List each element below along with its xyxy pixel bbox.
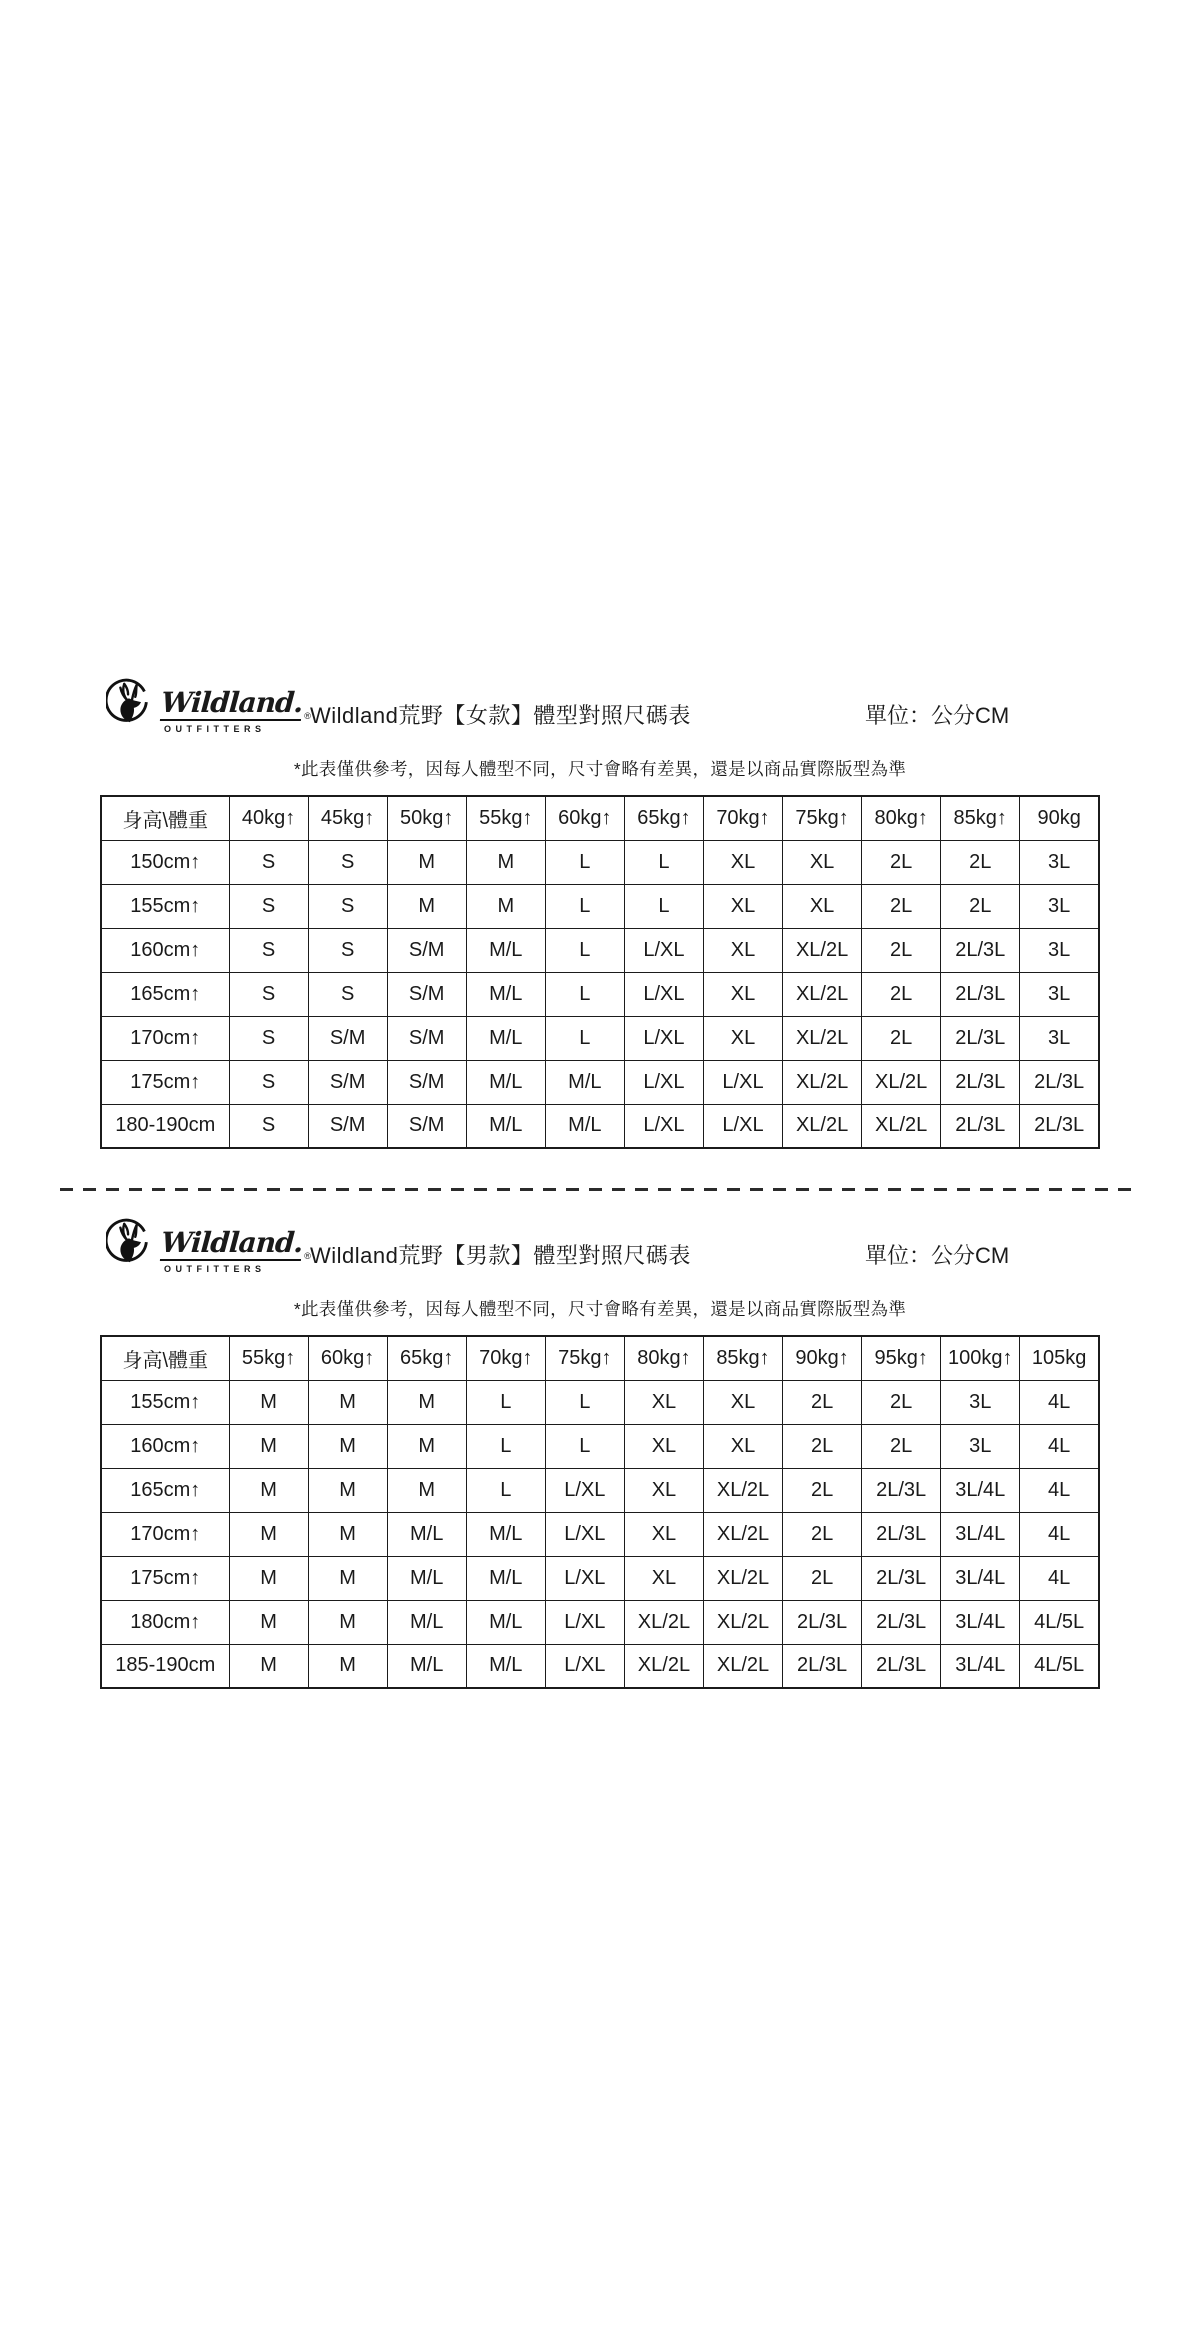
unit-label-women: 單位：公分CM [865, 703, 1010, 728]
size-cell: M [387, 1424, 466, 1468]
size-cell: L [545, 1380, 624, 1424]
table-row [101, 1104, 1099, 1148]
height-row-header: 170cm↑ [101, 1512, 229, 1556]
size-cell: 2L [862, 1424, 941, 1468]
weight-header-cell: 90kg↑ [783, 1336, 862, 1380]
weight-header-cell: 85kg↑ [941, 796, 1020, 840]
height-row-header: 180-190cm [101, 1104, 229, 1148]
size-cell: L/XL [703, 1104, 782, 1148]
size-cell: 2L/3L [783, 1600, 862, 1644]
size-cell: XL [703, 928, 782, 972]
size-cell: 3L [941, 1380, 1020, 1424]
size-cell: 2L [783, 1468, 862, 1512]
registered-mark: ® [304, 711, 311, 721]
table-row [101, 1424, 1099, 1468]
size-cell: 3L/4L [941, 1600, 1020, 1644]
size-cell: 4L [1020, 1512, 1099, 1556]
height-row-header: 180cm↑ [101, 1600, 229, 1644]
weight-header-cell: 55kg↑ [466, 796, 545, 840]
size-cell: 2L/3L [783, 1644, 862, 1688]
size-cell: 2L [862, 1380, 941, 1424]
weight-header-cell: 55kg↑ [229, 1336, 308, 1380]
table-row [101, 1060, 1099, 1104]
size-cell: L/XL [545, 1512, 624, 1556]
size-cell: M [387, 840, 466, 884]
size-cell: 2L [783, 1380, 862, 1424]
table-row [101, 1468, 1099, 1512]
size-cell: M [387, 1468, 466, 1512]
table-row [101, 884, 1099, 928]
size-cell: S/M [308, 1016, 387, 1060]
weight-header-cell: 70kg↑ [466, 1336, 545, 1380]
size-cell: M/L [466, 1600, 545, 1644]
size-cell: XL [624, 1380, 703, 1424]
size-cell: L [545, 972, 624, 1016]
logo-subtext: OUTFITTERS [164, 1264, 266, 1274]
height-row-header: 160cm↑ [101, 1424, 229, 1468]
size-cell: M [308, 1468, 387, 1512]
height-row-header: 160cm↑ [101, 928, 229, 972]
size-cell: S [229, 884, 308, 928]
size-cell: L/XL [545, 1556, 624, 1600]
size-cell: 3L [941, 1424, 1020, 1468]
logo-subtext: OUTFITTERS [164, 724, 266, 734]
size-cell: 2L [862, 928, 941, 972]
table-row [101, 928, 1099, 972]
size-cell: L/XL [545, 1644, 624, 1688]
registered-mark: ® [304, 1251, 311, 1261]
women-size-chart-section [0, 655, 1200, 1195]
size-cell: 3L [1020, 928, 1099, 972]
size-cell: XL/2L [783, 1016, 862, 1060]
size-cell: M [229, 1556, 308, 1600]
weight-header-cell: 95kg↑ [862, 1336, 941, 1380]
size-cell: XL [703, 972, 782, 1016]
size-cell: 3L [1020, 972, 1099, 1016]
size-cell: M [229, 1380, 308, 1424]
size-cell: S [229, 972, 308, 1016]
size-cell: XL/2L [624, 1600, 703, 1644]
women-size-table [100, 795, 1100, 1149]
size-cell: L [545, 1016, 624, 1060]
size-cell: M [308, 1380, 387, 1424]
weight-header-cell: 45kg↑ [308, 796, 387, 840]
weight-header-cell: 85kg↑ [703, 1336, 782, 1380]
size-cell: XL/2L [783, 1104, 862, 1148]
corner-header-cell: 身高\體重 [101, 1336, 229, 1380]
weight-header-cell: 70kg↑ [703, 796, 782, 840]
size-cell: M [387, 884, 466, 928]
size-cell: M [308, 1424, 387, 1468]
height-row-header: 185-190cm [101, 1644, 229, 1688]
deer-icon [106, 1217, 154, 1271]
size-cell: M/L [387, 1512, 466, 1556]
size-cell: M/L [466, 1104, 545, 1148]
size-cell: 2L/3L [862, 1512, 941, 1556]
size-cell: 2L/3L [941, 1104, 1020, 1148]
size-cell: L [545, 884, 624, 928]
size-cell: M/L [466, 972, 545, 1016]
size-cell: 3L [1020, 1016, 1099, 1060]
size-cell: XL/2L [783, 1060, 862, 1104]
weight-header-cell: 65kg↑ [387, 1336, 466, 1380]
table-row [101, 972, 1099, 1016]
size-cell: M [466, 884, 545, 928]
height-row-header: 155cm↑ [101, 884, 229, 928]
size-cell: 3L [1020, 884, 1099, 928]
size-cell: XL [624, 1556, 703, 1600]
size-cell: L [466, 1468, 545, 1512]
logo-text [161, 1217, 311, 1274]
men-size-table [100, 1335, 1100, 1689]
table-row [101, 1556, 1099, 1600]
size-cell: L/XL [624, 928, 703, 972]
weight-header-cell: 80kg↑ [862, 796, 941, 840]
size-cell: 4L [1020, 1424, 1099, 1468]
size-cell: XL/2L [703, 1468, 782, 1512]
size-cell: 4L/5L [1020, 1644, 1099, 1688]
size-cell: XL/2L [703, 1556, 782, 1600]
weight-header-cell: 100kg↑ [941, 1336, 1020, 1380]
size-cell: S/M [308, 1104, 387, 1148]
size-cell: 2L/3L [941, 972, 1020, 1016]
men-size-chart-section [0, 1195, 1200, 1735]
size-cell: S [229, 840, 308, 884]
size-cell: XL [624, 1512, 703, 1556]
size-cell: 3L/4L [941, 1644, 1020, 1688]
size-cell: M/L [466, 928, 545, 972]
size-cell: S [308, 840, 387, 884]
size-cell: S/M [387, 1104, 466, 1148]
size-cell: XL [703, 1016, 782, 1060]
size-cell: L [545, 1424, 624, 1468]
size-cell: 2L [941, 884, 1020, 928]
size-cell: XL/2L [862, 1104, 941, 1148]
size-cell: M [387, 1380, 466, 1424]
size-cell: M/L [466, 1556, 545, 1600]
size-cell: M [229, 1424, 308, 1468]
size-cell: L [466, 1424, 545, 1468]
size-cell: M/L [545, 1104, 624, 1148]
size-cell: L [466, 1380, 545, 1424]
size-cell: M/L [545, 1060, 624, 1104]
size-cell: M/L [466, 1016, 545, 1060]
size-cell: L/XL [624, 972, 703, 1016]
size-cell: XL/2L [703, 1512, 782, 1556]
size-cell: L [624, 840, 703, 884]
table-row [101, 1016, 1099, 1060]
size-cell: 4L/5L [1020, 1600, 1099, 1644]
size-cell: M/L [387, 1600, 466, 1644]
height-row-header: 170cm↑ [101, 1016, 229, 1060]
size-cell: S [229, 928, 308, 972]
size-cell: M/L [466, 1060, 545, 1104]
size-cell: L [624, 884, 703, 928]
weight-header-cell: 80kg↑ [624, 1336, 703, 1380]
wildland-logo [106, 1217, 311, 1274]
size-cell: 2L [862, 972, 941, 1016]
size-cell: 3L/4L [941, 1512, 1020, 1556]
size-cell: M/L [387, 1644, 466, 1688]
size-cell: 2L/3L [862, 1600, 941, 1644]
size-cell: 3L/4L [941, 1556, 1020, 1600]
size-cell: M [229, 1644, 308, 1688]
logo-wordmark: Wildland. [160, 686, 304, 719]
dashed-divider [60, 1188, 1140, 1191]
size-cell: S [229, 1016, 308, 1060]
size-cell: M/L [466, 1644, 545, 1688]
weight-header-cell: 90kg [1020, 796, 1099, 840]
size-cell: 2L/3L [862, 1644, 941, 1688]
table-row [101, 1600, 1099, 1644]
size-cell: M [308, 1556, 387, 1600]
size-cell: XL [624, 1468, 703, 1512]
weight-header-cell: 105kg [1020, 1336, 1099, 1380]
height-row-header: 155cm↑ [101, 1380, 229, 1424]
corner-header-cell: 身高\體重 [101, 796, 229, 840]
size-cell: M [229, 1468, 308, 1512]
size-cell: L [545, 840, 624, 884]
wildland-logo [106, 677, 311, 734]
size-cell: M [308, 1600, 387, 1644]
disclaimer-note-men: *此表僅供參考，因每人體型不同，尺寸會略有差異，還是以商品實際版型為準 [293, 1299, 907, 1319]
section-title-men: Wildland荒野【男款】體型對照尺碼表 [310, 1243, 691, 1268]
size-cell: 2L/3L [1020, 1104, 1099, 1148]
disclaimer-note-women: *此表僅供參考，因每人體型不同，尺寸會略有差異，還是以商品實際版型為準 [293, 759, 907, 779]
size-cell: 2L/3L [862, 1468, 941, 1512]
size-cell: XL [703, 1424, 782, 1468]
weight-header-cell: 75kg↑ [545, 1336, 624, 1380]
logo-text [161, 677, 311, 734]
size-cell: M [229, 1600, 308, 1644]
height-row-header: 165cm↑ [101, 1468, 229, 1512]
height-row-header: 175cm↑ [101, 1060, 229, 1104]
deer-icon [106, 677, 154, 731]
size-cell: S/M [387, 928, 466, 972]
size-cell: XL/2L [862, 1060, 941, 1104]
table-row [101, 1380, 1099, 1424]
header-row [101, 796, 1099, 840]
size-cell: 3L [1020, 840, 1099, 884]
size-cell: 2L/3L [862, 1556, 941, 1600]
height-row-header: 150cm↑ [101, 840, 229, 884]
size-cell: 2L/3L [1020, 1060, 1099, 1104]
size-cell: XL [624, 1424, 703, 1468]
size-cell: L/XL [624, 1060, 703, 1104]
size-cell: 2L/3L [941, 1060, 1020, 1104]
size-cell: S/M [308, 1060, 387, 1104]
weight-header-cell: 40kg↑ [229, 796, 308, 840]
size-cell: L/XL [624, 1104, 703, 1148]
size-cell: 2L/3L [941, 928, 1020, 972]
unit-label-men: 單位：公分CM [865, 1243, 1010, 1268]
size-cell: 2L [783, 1512, 862, 1556]
size-cell: M [466, 840, 545, 884]
size-cell: 2L [862, 884, 941, 928]
size-cell: S [308, 972, 387, 1016]
size-cell: S/M [387, 1016, 466, 1060]
size-cell: XL [783, 884, 862, 928]
size-cell: XL/2L [783, 928, 862, 972]
size-cell: 4L [1020, 1556, 1099, 1600]
size-cell: S [308, 928, 387, 972]
weight-header-cell: 50kg↑ [387, 796, 466, 840]
size-cell: M [308, 1512, 387, 1556]
size-cell: XL [703, 840, 782, 884]
table-row [101, 840, 1099, 884]
size-cell: 2L [941, 840, 1020, 884]
size-cell: 2L/3L [941, 1016, 1020, 1060]
size-cell: 3L/4L [941, 1468, 1020, 1512]
table-row [101, 1644, 1099, 1688]
size-cell: L/XL [545, 1468, 624, 1512]
size-cell: M [308, 1644, 387, 1688]
size-cell: S [229, 1104, 308, 1148]
size-cell: XL/2L [703, 1600, 782, 1644]
header-row [101, 1336, 1099, 1380]
size-cell: XL [703, 1380, 782, 1424]
size-cell: M/L [387, 1556, 466, 1600]
weight-header-cell: 65kg↑ [624, 796, 703, 840]
size-cell: 2L [783, 1424, 862, 1468]
size-cell: M/L [466, 1512, 545, 1556]
weight-header-cell: 75kg↑ [783, 796, 862, 840]
size-cell: 2L [862, 840, 941, 884]
size-cell: XL/2L [783, 972, 862, 1016]
size-cell: XL [703, 884, 782, 928]
size-cell: M [229, 1512, 308, 1556]
size-cell: S/M [387, 1060, 466, 1104]
section-title-women: Wildland荒野【女款】體型對照尺碼表 [310, 703, 691, 728]
table-row [101, 1512, 1099, 1556]
weight-header-cell: 60kg↑ [308, 1336, 387, 1380]
height-row-header: 165cm↑ [101, 972, 229, 1016]
size-cell: S [308, 884, 387, 928]
size-cell: S [229, 1060, 308, 1104]
size-cell: L/XL [624, 1016, 703, 1060]
size-cell: L [545, 928, 624, 972]
size-cell: XL/2L [703, 1644, 782, 1688]
weight-header-cell: 60kg↑ [545, 796, 624, 840]
size-cell: XL [783, 840, 862, 884]
height-row-header: 175cm↑ [101, 1556, 229, 1600]
size-cell: 2L [783, 1556, 862, 1600]
size-cell: 4L [1020, 1468, 1099, 1512]
size-cell: 4L [1020, 1380, 1099, 1424]
size-cell: S/M [387, 972, 466, 1016]
size-cell: XL/2L [624, 1644, 703, 1688]
size-cell: L/XL [703, 1060, 782, 1104]
size-cell: L/XL [545, 1600, 624, 1644]
logo-wordmark: Wildland. [160, 1226, 304, 1259]
size-cell: 2L [862, 1016, 941, 1060]
